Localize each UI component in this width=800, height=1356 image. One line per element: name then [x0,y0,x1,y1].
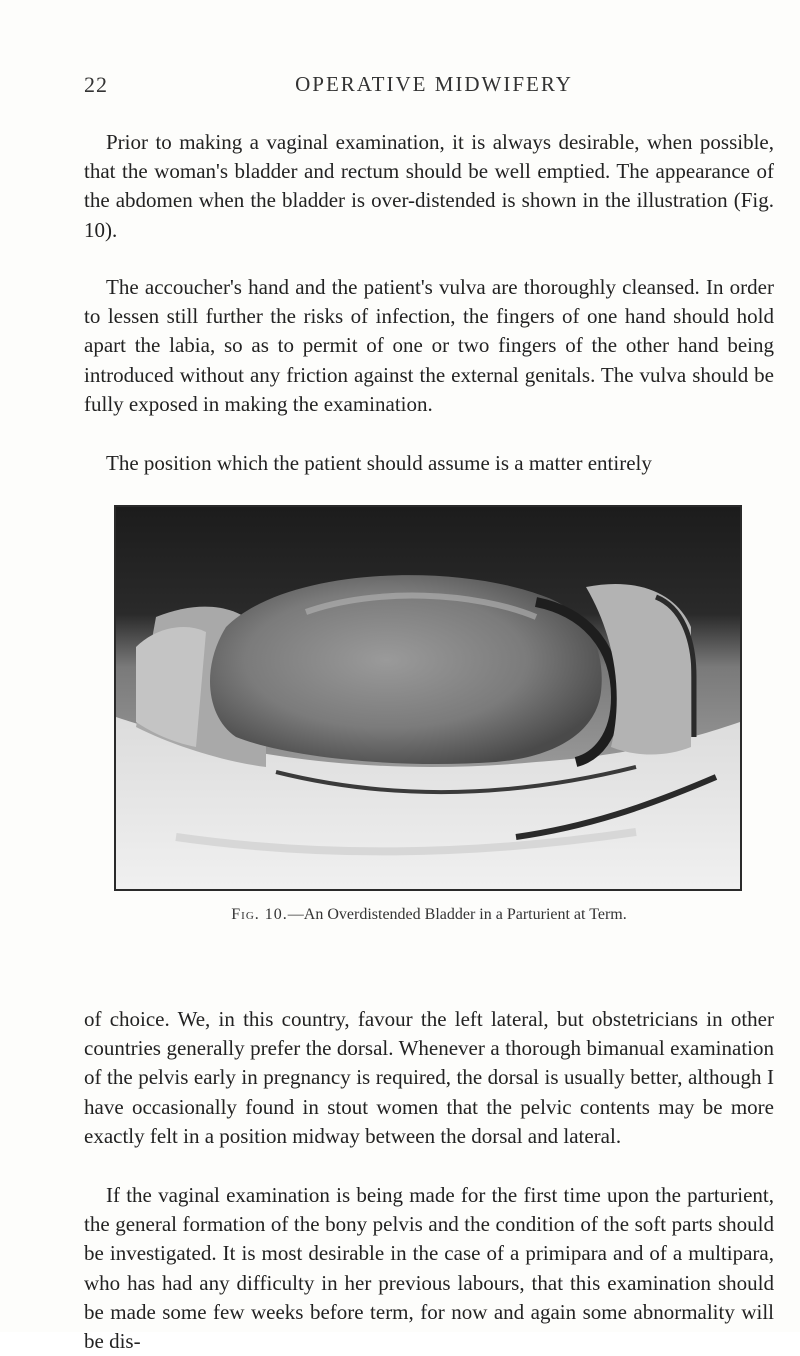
paragraph-text: The accoucher's hand and the patient's vulva are thoroughly cleansed. In order to lessen still further the risks of infection, the fingers of one hand should hold apart the labia, so as to permit of one or two fingers of the other hand being introduced without any friction against the external genitals. The vulva should be fully exposed in making the examination. [84,275,774,416]
paragraph-text: of choice. We, in this country, favour the left lateral, but obstetricians in other countries generally prefer the dorsal. Whenever a thorough bimanual examination of the pelvis early in pregnancy is required, the dorsal is usually better, although I have occasionally found in stout women that the pelvic contents may be more exactly felt in a position midway between the dorsal and lateral. [84,1007,774,1148]
figure-label: Fig. 10. [231,906,288,923]
paragraph-text: If the vaginal examination is being made for the first time upon the parturient, the general formation of the bony pelvis and the condition of the soft parts should be investigated. It is most desirable in the case of a primipara and of a multipara, who has had any difficulty in her previous labours, that this examination should be made some few weeks before term, for now and again some abnormality will be dis- [84,1183,774,1354]
running-head: OPERATIVE MIDWIFERY [295,72,573,96]
paragraph-bladder-rectum [84,128,774,245]
paragraph-text: The position which the patient should assume is a matter entirely [106,451,652,475]
figure-caption-text: —An Overdistended Bladder in a Parturient at Term. [287,906,627,923]
paragraph-cleansing [84,273,774,419]
page-number: 22 [84,72,108,97]
paragraph-position-continued [84,1005,774,1151]
paragraph-position-start [84,449,774,478]
page-header [84,72,784,100]
figure-photograph [116,507,740,889]
figure-overdistended-bladder [114,505,742,891]
figure-caption [84,906,774,924]
paragraph-text: Prior to making a vaginal examination, it is always desirable, when possible, that the woman's bladder and rectum should be well emptied. The appearance of the abdomen when the bladder is over-distended is shown in the illustration (Fig. 10). [84,130,774,242]
paragraph-first-examination [84,1181,774,1356]
